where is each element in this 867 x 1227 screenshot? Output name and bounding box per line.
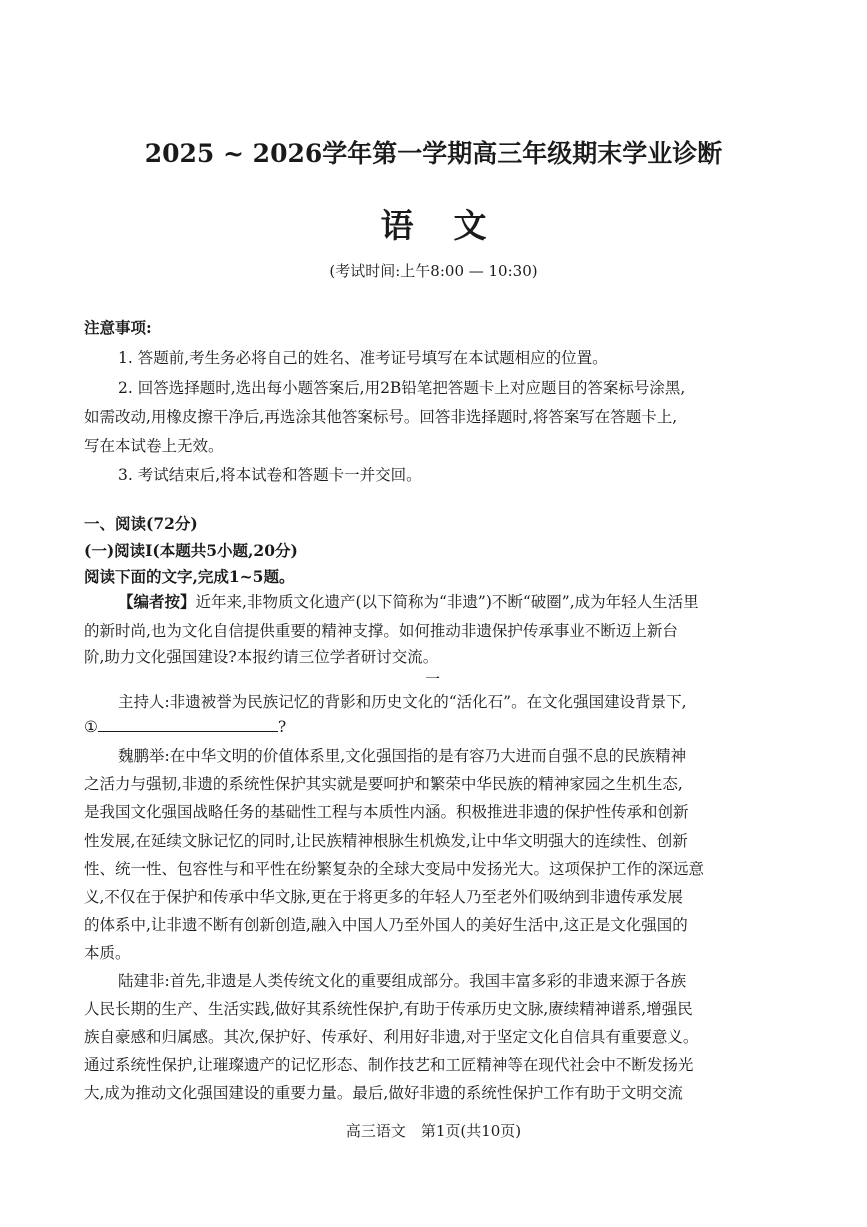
wei-line: 性发展,在延续文脉记忆的同时,让民族精神根脉生机焕发,让中华文明强大的连续性、创新 [84,832,688,850]
lu-line: 陆建非:首先,非遗是人类传统文化的重要组成部分。我国丰富多彩的非遗来源于各族 [118,972,687,990]
notice-item: 1. 答题前,考生务必将自己的姓名、准考证号填写在本试题相应的位置。 [118,349,608,367]
page-footer: 高三语文 第1页(共10页) [345,1122,522,1140]
subject-title: 语文 [380,206,527,245]
blank-number: ① [84,718,98,736]
wei-line: 性、统一性、包容性与和平性在纷繁复杂的全球大变局中发扬光大。这项保护工作的深远意 [84,860,705,878]
notice-item: 如需改动,用橡皮擦干净后,再选涂其他答案标号。回答非选择题时,将答案写在答题卡上, [84,408,678,426]
section-part: 一、阅读(72分) [84,514,198,533]
host-question-blank [84,717,784,736]
editor-note-line: 近年来,非物质文化遗产(以下简称为“非遗”)不断“破圈”,成为年轻人生活里 [195,593,699,611]
wei-line: 是我国文化强国战略任务的基础性工程与本质性内涵。积极推进非遗的保护性传承和创新 [84,803,689,821]
editor-note-label: 【编者按】 [118,592,196,611]
section-instruction: 阅读下面的文字,完成1~5题。 [84,567,295,586]
editor-note [118,590,784,612]
notice-item: 3. 考试结束后,将本试卷和答题卡一并交回。 [118,466,422,484]
lu-line: 通过系统性保护,让璀璨遗产的记忆形态、制作技艺和工匠精神等在现代社会中不断发扬光 [84,1056,694,1074]
section-sub: (一)阅读Ⅰ(本题共5小题,20分) [84,541,298,560]
editor-note-line: 阶,助力文化强国建设?本报约请三位学者研讨交流。 [84,648,439,666]
blank-end: ? [277,718,287,736]
lu-line: 人民长期的生产、生活实践,做好其系统性保护,有助于传承历史文脉,赓续精神谱系,增强民 [84,1000,693,1018]
wei-line: 的体系中,让非遗不断有创新创造,融入中国人乃至外国人的美好生活中,这正是文化强国的 [84,916,688,934]
notice-item: 写在本试卷上无效。 [84,437,224,455]
exam-time: (考试时间:上午8:00 — 10:30) [329,262,538,280]
wei-line: 魏鹏举:在中华文明的价值体系里,文化强国指的是有容乃大进而自强不息的民族精神 [118,747,687,765]
answer-blank [98,717,278,732]
part-marker: 一 [425,670,441,688]
wei-line: 之活力与强韧,非遗的系统性保护其实就是要呵护和繁荣中华民族的精神家园之生机生态, [84,775,683,793]
notice-item: 2. 回答选择题时,选出每小题答案后,用2B铅笔把答题卡上对应题目的答案标号涂黑, [118,379,686,397]
lu-line: 大,成为推动文化强国建设的重要力量。最后,做好非遗的系统性保护工作有助于文明交流 [84,1084,683,1102]
wei-line: 义,不仅在于保护和传承中华文脉,更在于将更多的年轻人乃至老外们吸纳到非遗传承发展 [84,888,683,906]
lu-line: 族自豪感和归属感。其次,保护好、传承好、利用好非遗,对于坚定文化自信具有重要意义。 [84,1028,699,1046]
editor-note-line: 的新时尚,也为文化自信提供重要的精神支撑。如何推动非遗保护传承事业不断迈上新台 [84,622,678,640]
host-line: 主持人:非遗被誉为民族记忆的背影和历史文化的“活化石”。在文化强国建设背景下, [118,693,687,711]
wei-line: 本质。 [84,944,131,962]
exam-title: 2025 ~ 2026学年第一学期高三年级期末学业诊断 [144,139,723,168]
notice-heading: 注意事项: [84,318,152,337]
